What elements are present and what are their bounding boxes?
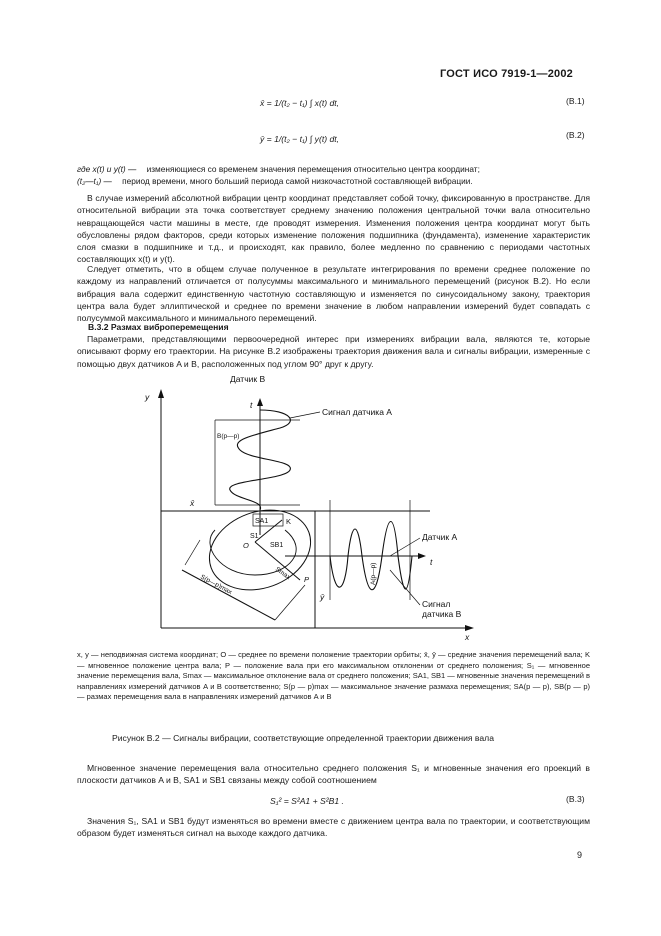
label-sensor-b: Датчик B (230, 374, 266, 384)
page-number: 9 (577, 850, 583, 860)
label-s-pp: S(p—p)max (199, 573, 233, 597)
page-header-title: ГОСТ ИСО 7919-1—2002 (440, 68, 574, 80)
paragraph-coordinates: В случае измерений абсолютной вибрации центр координат представляет собой точку, фиксированную в пространстве. Для относительной вибрации эта точка соответствует среднему значению положения центральной точки вала относительно невращающейся части машины в месте, где проводят измерения. Изменения положения центра координат могут быть обусловлены рядом факторов, среди которых изменение положения подшипника (фундамента), изменение характеристик слоя смазки в подшипнике и т.д., и происходят, как правило, более медленно по сравнению с периодами частотных составляющих x(t) и y(t). (77, 193, 590, 265)
equation-b2-formula: ȳ = 1/(t₂ − t₁) ∫ y(t) dt, (260, 134, 340, 144)
label-s-max: Smax (273, 565, 292, 582)
label-k: K (286, 517, 292, 526)
sensor-a-arrow (418, 553, 426, 559)
paragraph-values-change: Значения S₁, SA1 и SB1 будут изменяться во времени вместе с движением центра вала по траектории, и соответствующим образом будет изменяться сигнал на выходе каждого датчика. (77, 816, 590, 839)
equation-b2 (260, 134, 339, 144)
label-t-right: t (430, 557, 433, 567)
label-p: P (304, 575, 310, 584)
definition-period (77, 175, 592, 187)
definition-term: где x(t) и y(t) — (77, 164, 137, 174)
label-signal-b-line2: датчика B (422, 609, 462, 619)
label-o: O (243, 541, 249, 550)
label-sensor-a: Датчик А (422, 532, 458, 542)
equation-b2-number: (В.2) (566, 130, 585, 140)
figure-caption: Рисунок В.2 — Сигналы вибрации, соответствующие определенной траектории движения вала (112, 733, 494, 743)
label-ybar: ȳ (320, 592, 325, 602)
equation-b1-formula: x̄ = 1/(t₂ − t₁) ∫ x(t) dt, (260, 98, 340, 108)
definition-text: период времени, много больший периода самой низкочастотной составляющей вибрации. (122, 176, 473, 186)
paragraph-parameters: Параметрами, представляющими первоочередной интерес при измерениях вибрации вала, являются те, которые описывают форму его траектории. На рисунке В.2 изображены траектория движения вала и сигналы вибрации, измеренные с помощью двух датчиков A и B, расположенных под углом 90° друг к другу. (77, 334, 590, 369)
equation-b3-number: (В.3) (566, 794, 585, 804)
label-signal-a: Сигнал датчика А (322, 407, 392, 417)
section-heading: В.3.2 Размах виброперемещения (88, 322, 229, 332)
label-signal-b-line1: Сигнал (422, 599, 451, 609)
label-t-top: t (250, 400, 253, 410)
definition-text: изменяющиеся со временем значения перемещения относительно центра координат; (146, 164, 480, 174)
paragraph-averaging: Следует отметить, что в общем случае полученное в результате интегрирования по времени среднее положение по каждому из направлений отличается от полусуммы максимального и минимального перемещений (рисунок В.2). Но если вибрация вала содержит единственную частотную составляющую и изменяется по синусоидальному закону, траектория центра вала будет эллиптической и среднее по времени значение в любом направлении измерений будет совпадать с полусуммой максимального и минимального перемещений. (77, 264, 590, 324)
label-xbar: x̄ (190, 498, 195, 508)
x-axis-arrow (465, 625, 474, 631)
label-x-axis: x (465, 632, 470, 640)
definition-xt-yt (77, 163, 592, 175)
equation-b3-formula: S₁² = S²A1 + S²B1 . (270, 796, 344, 806)
label-a-pp: A(p—p) (370, 562, 377, 585)
paragraph-instantaneous: Мгновенное значение перемещения вала относительно среднего положения S₁ и мгновенные значения его проекций в плоскости датчиков A и B, SA1 и SB1 связаны между собой соотношением (77, 763, 590, 786)
label-y-axis: y (145, 392, 150, 402)
figure-legend: x, y — неподвижная система координат; O — среднее по времени положение траектории орбиты; x̄, ȳ — средние значения перемещений вала; K — мгновенное положение центра вала; P — положение вала при его максимальном отклонении от среднего положения; S₁ — мгновенное значение перемещения вала, Smax — максимальное отклонение вала от среднего положения; SA1, SB1 — мгновенные значения перемещений в направлениях измерений датчиков A и B соответственно; S(p — p)max — максимальное значение размаха перемещения; SA(p — p), SB(p — p) — размах перемещения вала в направлениях измерений датчиков A и B (77, 650, 590, 702)
sensor-b-arrow (257, 398, 263, 406)
equation-b1 (260, 98, 339, 108)
definition-term: (t₂—t₁) — (77, 176, 112, 186)
label-s1: S1 (250, 533, 259, 540)
y-axis-arrow (158, 389, 164, 398)
equation-b3 (270, 796, 344, 806)
label-sb1: SB1 (270, 542, 284, 549)
figure-b2-diagram (90, 370, 480, 640)
label-b-pp: B(p—p) (217, 433, 240, 440)
label-sa1: SA1 (255, 518, 269, 525)
equation-b1-number: (В.1) (566, 96, 585, 106)
